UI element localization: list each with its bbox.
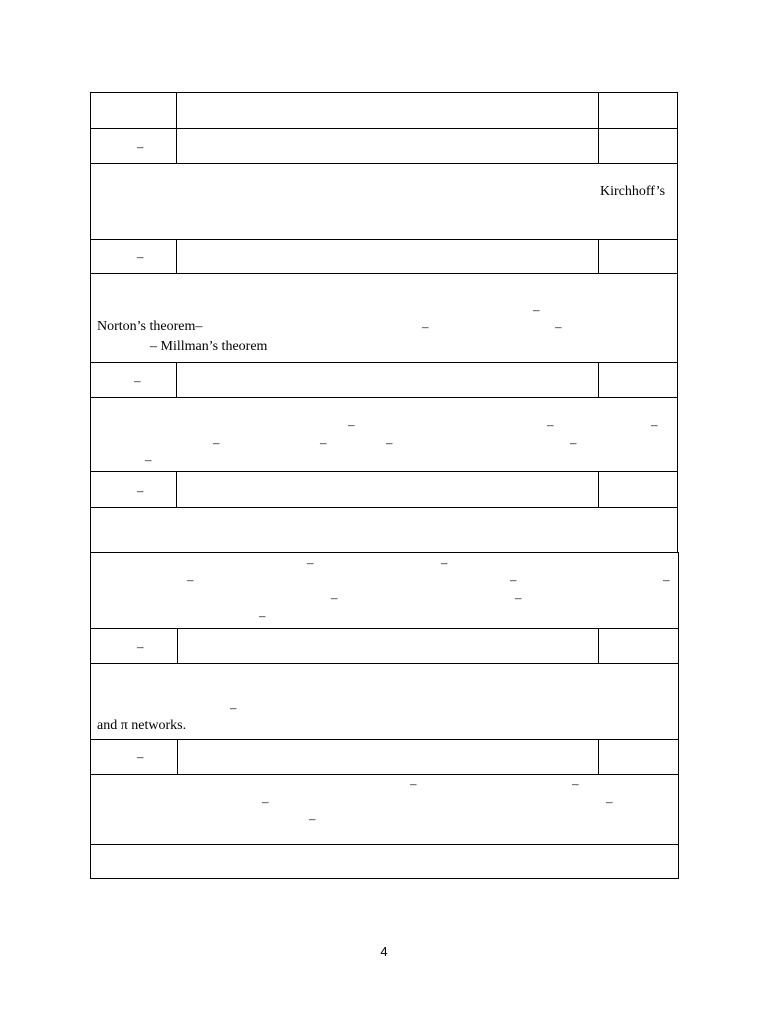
unit-1-heading-row — [90, 128, 678, 164]
table-header-row — [90, 92, 678, 129]
text-dash: – — [187, 572, 194, 587]
column-divider — [177, 739, 178, 775]
column-divider — [176, 239, 177, 274]
unit-3-heading-row — [90, 362, 678, 398]
text-dash: – — [259, 608, 266, 623]
text-dash: – — [606, 794, 613, 809]
unit-1-content — [90, 163, 678, 240]
unit-4-dash: – — [137, 483, 144, 498]
final-blank-row — [90, 844, 679, 879]
column-divider — [176, 128, 177, 164]
text-dash: – — [422, 319, 429, 334]
unit-6-heading-row — [90, 739, 679, 775]
text-dash: – — [547, 417, 554, 432]
unit-6-dash: – — [137, 749, 144, 764]
norton-theorem-text: Norton’s theorem– — [97, 319, 203, 334]
column-divider — [176, 92, 177, 129]
kirchhoff-text: Kirchhoff’s — [600, 184, 666, 199]
text-dash: – — [307, 555, 314, 570]
text-dash: – — [145, 452, 152, 467]
text-dash: – — [441, 555, 448, 570]
unit-3-dash: – — [134, 373, 141, 388]
unit-5-heading-row — [90, 628, 679, 664]
text-dash: – — [663, 572, 670, 587]
unit-4-content — [90, 552, 679, 629]
unit-3-content — [90, 397, 678, 472]
column-divider — [177, 628, 178, 664]
text-dash: – — [555, 319, 562, 334]
text-dash: – — [230, 700, 237, 715]
text-dash: – — [515, 590, 522, 605]
text-dash: – — [572, 776, 579, 791]
unit-4-blank-row — [90, 507, 678, 553]
column-divider — [598, 739, 599, 775]
unit-6-content — [90, 774, 679, 845]
text-dash: – — [570, 435, 577, 450]
text-dash: – — [410, 776, 417, 791]
column-divider — [598, 128, 599, 164]
text-dash: – — [386, 435, 393, 450]
text-dash: – — [213, 435, 220, 450]
column-divider — [598, 471, 599, 508]
text-dash: – — [320, 435, 327, 450]
unit-1-dash: – — [137, 139, 144, 154]
pi-networks-text: and π networks. — [97, 718, 187, 733]
column-divider — [176, 471, 177, 508]
column-divider — [598, 92, 599, 129]
text-dash: – — [533, 302, 540, 317]
millman-theorem-text: – Millman’s theorem — [150, 339, 268, 354]
text-dash: – — [262, 794, 269, 809]
unit-5-dash: – — [137, 639, 144, 654]
text-dash: – — [348, 417, 355, 432]
unit-4-heading-row — [90, 471, 678, 508]
column-divider — [598, 362, 599, 398]
text-dash: – — [309, 811, 316, 826]
column-divider — [598, 628, 599, 664]
text-dash: – — [331, 590, 338, 605]
column-divider — [598, 239, 599, 274]
unit-2-dash: – — [137, 249, 144, 264]
column-divider — [176, 362, 177, 398]
unit-2-heading-row — [90, 239, 678, 274]
text-dash: – — [510, 572, 517, 587]
text-dash: – — [651, 417, 658, 432]
page-number: 4 — [380, 944, 388, 959]
